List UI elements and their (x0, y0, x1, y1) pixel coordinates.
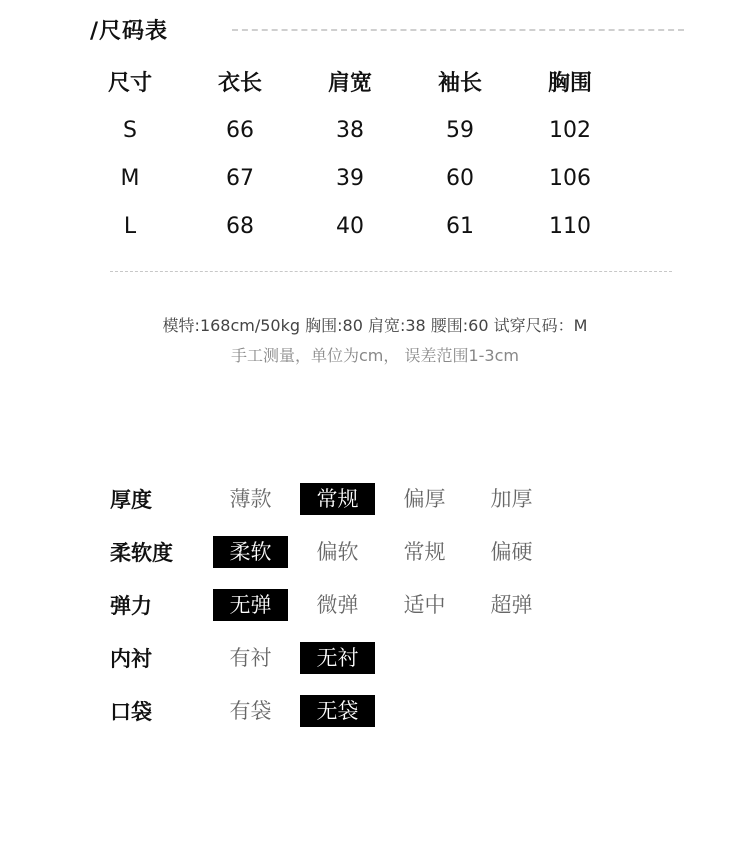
bust-value: 110 (549, 214, 591, 239)
attribute-option: 加厚 (490, 487, 533, 511)
table-row (75, 159, 675, 199)
attribute-option: 无弹 (213, 589, 288, 621)
table-row (75, 111, 675, 151)
attribute-option: 偏硬 (490, 540, 533, 564)
shoulder-value: 39 (336, 166, 364, 191)
attribute-option: 有衬 (229, 646, 272, 670)
sleeve-value: 60 (446, 166, 474, 191)
sleeve-value: 61 (446, 214, 474, 239)
header-length: 衣长 (217, 71, 262, 96)
attribute-option: 无袋 (300, 695, 375, 727)
attribute-option: 常规 (403, 540, 446, 564)
attribute-option: 常规 (300, 483, 375, 515)
attribute-option: 超弹 (490, 593, 533, 617)
bust-value: 102 (549, 118, 591, 143)
attribute-label: 厚度 (110, 488, 152, 512)
attribute-label: 弹力 (110, 594, 152, 618)
model-info: 模特:168cm/50kg 胸围:80 肩宽:38 腰围:60 试穿尺码：M (162, 316, 588, 335)
length-value: 66 (226, 118, 254, 143)
shoulder-value: 40 (336, 214, 364, 239)
header-bust: 胸围 (547, 71, 592, 96)
attribute-option: 偏厚 (403, 487, 446, 511)
attribute-row-elasticity (0, 589, 750, 623)
attribute-option: 微弹 (316, 593, 359, 617)
table-row (75, 207, 675, 247)
table-divider (110, 271, 672, 272)
length-value: 67 (226, 166, 254, 191)
size-value: S (123, 118, 137, 143)
shoulder-value: 38 (336, 118, 364, 143)
attribute-option: 薄款 (229, 487, 272, 511)
size-value: L (123, 214, 137, 239)
attribute-option: 有袋 (229, 699, 272, 723)
attribute-option: 偏软 (316, 540, 359, 564)
attribute-row-lining (0, 642, 750, 676)
attribute-row-thickness (0, 483, 750, 517)
attribute-label: 口袋 (110, 700, 152, 724)
bust-value: 106 (549, 166, 591, 191)
header-shoulder: 肩宽 (327, 71, 372, 96)
attribute-option: 无衬 (300, 642, 375, 674)
attribute-option: 柔软 (213, 536, 288, 568)
header-sleeve: 袖长 (437, 71, 482, 96)
size-value: M (120, 166, 140, 191)
measure-note: 手工测量，单位为cm， 误差范围1-3cm (231, 346, 519, 365)
attribute-row-pocket (0, 695, 750, 729)
attribute-label: 内衬 (110, 647, 152, 671)
attribute-label: 柔软度 (110, 541, 173, 565)
size-table-header (75, 64, 675, 104)
attribute-row-softness (0, 536, 750, 570)
header-size: 尺寸 (107, 71, 152, 96)
title-divider (232, 29, 684, 31)
length-value: 68 (226, 214, 254, 239)
attribute-option: 适中 (403, 593, 446, 617)
size-chart-title: /尺码表 (90, 19, 169, 44)
sleeve-value: 59 (446, 118, 474, 143)
